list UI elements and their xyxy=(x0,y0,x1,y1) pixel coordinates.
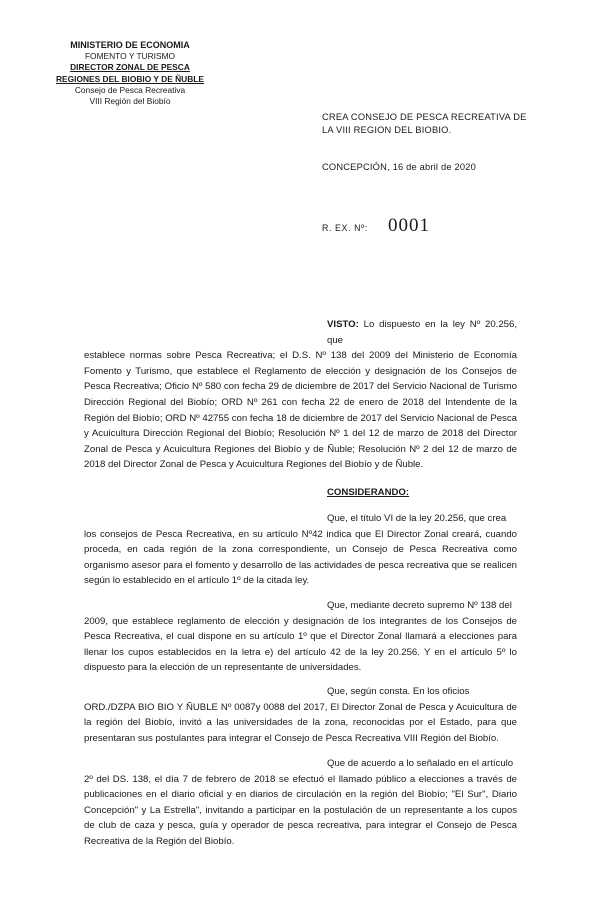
subject-line-2: LA VIII REGION DEL BIOBIO. xyxy=(322,125,452,135)
paragraph-1-first-line: Que, el título VI de la ley 20.256, que crea xyxy=(327,513,507,524)
ministry-subtitle: FOMENTO Y TURISMO xyxy=(84,51,176,62)
resolution-label: R. EX. Nº: xyxy=(322,223,368,233)
paragraph-3-first-line: Que, según consta. En los oficios xyxy=(327,686,470,697)
paragraph-1-text: los consejos de Pesca Recreativa, en su artículo Nº42 indica que El Director Zonal creará, cuando proceda, en cada región de la zona correspondiente, un Consejo de Pesca Recreativa como organismo asesor para el fomento y desarrollo de las actividades de pesca recreativa que se realicen según lo establecido en el artículo 1º de la citada ley. xyxy=(84,528,517,587)
considerando-paragraph-1 xyxy=(84,511,517,589)
paragraph-4-text: 2º del DS. 138, el día 7 de febrero de 2018 se efectuó el llamado público a elecciones a través de publicaciones en el diario oficial y en diarios de circulación en la región del Biobío; "El Sur", Diario Concepción" y La Estrella", invitando a participar en la postulación de un representante a los cupos de club de caza y pesca, guía y operador de pesca recreativa, para integrar el Consejo de Pesca Recreativa de la Región del Biobío. xyxy=(84,773,517,847)
considerando-paragraph-3 xyxy=(84,684,517,746)
directorate-name: DIRECTOR ZONAL DE PESCA xyxy=(70,62,190,73)
considerando-paragraph-4 xyxy=(84,756,517,850)
ministry-name: MINISTERIO DE ECONOMIA xyxy=(70,40,190,50)
visto-first-line: Lo dispuesto en la ley Nº 20.256, que xyxy=(327,319,518,346)
council-region: VIII Región del Biobío xyxy=(89,96,171,107)
place-date: CONCEPCIÓN, 16 de abril de 2020 xyxy=(322,162,476,172)
visto-section xyxy=(84,317,517,473)
visto-text: establece normas sobre Pesca Recreativa; el D.S. Nº 138 del 2009 del Ministerio de Economía Fomento y Turismo, que establece el Reglamento de elección y designación de los Consejos de Pesca Recreativa; Oficio Nº 580 con fecha 29 de diciembre de 2017 del Servicio Nacional de Turismo Dirección Regional del Biobío; ORD Nº 261 con fecha 22 de enero de 2018 del Intendente de la Región del Biobío; ORD Nº 42755 con fecha 18 de diciembre de 2017 del Servicio Nacional de Pesca y Acuicultura Dirección Regional del Biobío; Resolución Nº 1 del 12 de marzo de 2018 del Director Zonal de Pesca y Acuicultura Regiones del Biobío y de Ñuble; Resolución Nº 2 del 12 de marzo de 2018 del Director Zonal de Pesca y Acuicultura Regiones del Biobío y de Ñuble. xyxy=(84,350,517,471)
resolution-number: 0001 xyxy=(388,215,430,236)
paragraph-3-text: ORD./DZPA BIO BIO Y ÑUBLE Nº 0087y 0088 del 2017, El Director Zonal de Pesca y Acuicultura de la región del Biobío, invitó a las universidades de la zona, reconocidas por el Estado, para que presentaran sus postulantes para integrar el Consejo de Pesca Recreativa VIII Región del Biobío. xyxy=(84,701,517,744)
subject-line-1: CREA CONSEJO DE PESCA RECREATIVA DE xyxy=(322,112,527,122)
letterhead xyxy=(40,40,220,107)
council-name: Consejo de Pesca Recreativa xyxy=(74,84,186,95)
considerando-heading: CONSIDERANDO: xyxy=(327,487,410,498)
subject-block xyxy=(322,111,532,137)
directorate-regions: REGIONES DEL BIOBIO Y DE ÑUBLE xyxy=(56,73,204,84)
paragraph-2-text: 2009, que establece reglamento de elección y designación de los integrantes de los Consejos de Pesca Recreativa, el cual dispone en su artículo 1º que el Director Zonal llamará a elecciones para llenar los cupos establecidos en la letra e) del artículo 42 de la ley 20.256. Y en el artículo 5º lo dispuesto para la elección de un representante de universidades. xyxy=(84,615,517,674)
paragraph-2-first-line: Que, mediante decreto supremo Nº 138 del xyxy=(327,600,512,611)
visto-heading: VISTO: xyxy=(327,319,359,330)
resolution-number-row xyxy=(322,215,430,237)
considerando-paragraph-2 xyxy=(84,598,517,676)
paragraph-4-first-line: Que de acuerdo a lo señalado en el artículo xyxy=(327,758,514,769)
